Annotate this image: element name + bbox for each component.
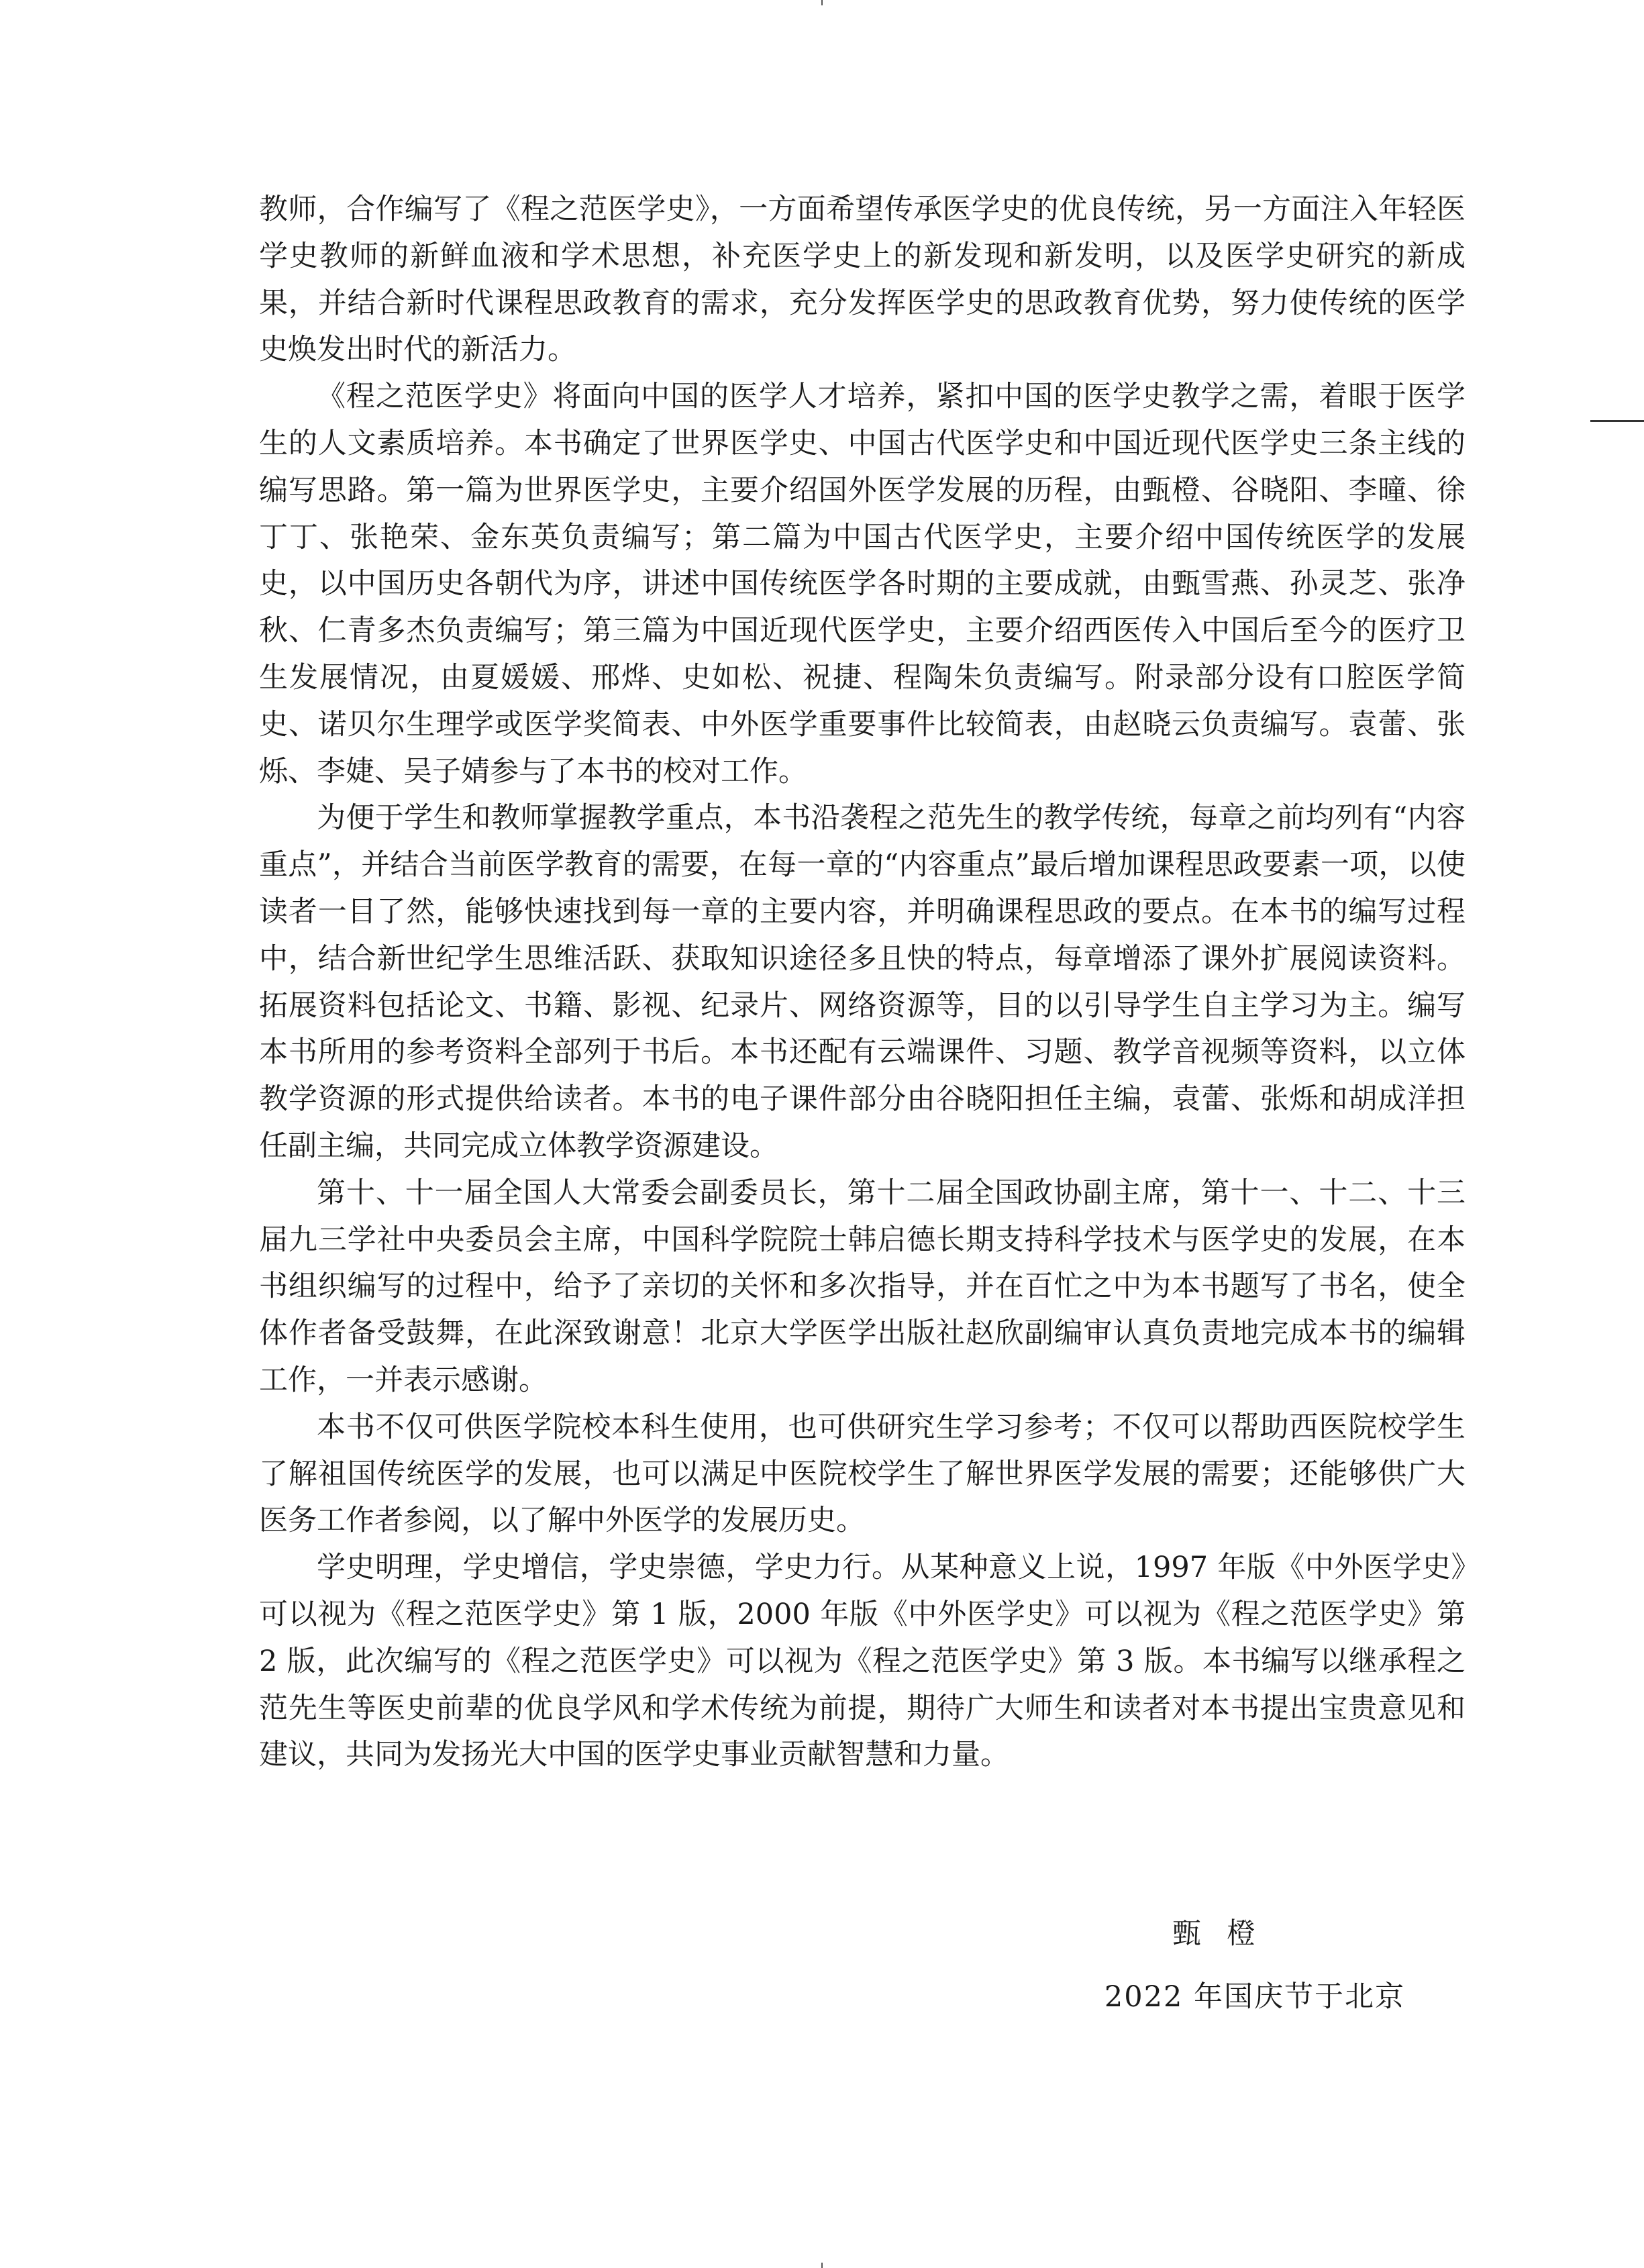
- crop-mark-bottom: [821, 2263, 823, 2268]
- signature-name: 甄橙: [1172, 1917, 1281, 1951]
- signature-date: 2022 年国庆节于北京: [1104, 1979, 1405, 2014]
- paragraph-6: 学史明理，学史增信，学史崇德，学史力行。从某种意义上说，1997 年版《中外医学史》可以视为《程之范医学史》第 1 版，2000 年版《中外医学史》可以视为《程之范医学史》第 2 版，此次编写的《程之范医学史》可以视为《程之范医学史》第 3 版。本书编写以继承程之范先生等医史前辈的优良学风和学术传统为前提，期待广大师生和读者对本书提出宝贵意见和建议，共同为发扬光大中国的医学史事业贡献智慧和力量。: [259, 1551, 1466, 1772]
- margin-mark: [1590, 420, 1644, 422]
- signature-block: [1104, 1916, 1405, 2016]
- paragraph-1: 教师，合作编写了《程之范医学史》，一方面希望传承医学史的优良传统，另一方面注入年轻医学史教师的新鲜血液和学术思想，补充医学史上的新发现和新发明，以及医学史研究的新成果，并结合新时代课程思政教育的需求，充分发挥医学史的思政教育优势，努力使传统的医学史焕发出时代的新活力。: [259, 193, 1466, 367]
- paragraph-4: 第十、十一届全国人大常委会副委员长，第十二届全国政协副主席，第十一、十二、十三届九三学社中央委员会主席，中国科学院院士韩启德长期支持科学技术与医学史的发展，在本书组织编写的过程中，给予了亲切的关怀和多次指导，并在百忙之中为本书题写了书名，使全体作者备受鼓舞，在此深致谢意！北京大学医学出版社赵欣副编审认真负责地完成本书的编辑工作，一并表示感谢。: [259, 1176, 1466, 1397]
- crop-mark-top: [821, 0, 823, 5]
- paragraph-3: 为便于学生和教师掌握教学重点，本书沿袭程之范先生的教学传统，每章之前均列有“内容重点”，并结合当前医学教育的需要，在每一章的“内容重点”最后增加课程思政要素一项，以使读者一目了然，能够快速找到每一章的主要内容，并明确课程思政的要点。在本书的编写过程中，结合新世纪学生思维活跃、获取知识途径多且快的特点，每章增添了课外扩展阅读资料。拓展资料包括论文、书籍、影视、纪录片、网络资源等，目的以引导学生自主学习为主。编写本书所用的参考资料全部列于书后。本书还配有云端课件、习题、教学音视频等资料，以立体教学资源的形式提供给读者。本书的电子课件部分由谷晓阳担任主编，袁蕾、张烁和胡成洋担任副主编，共同完成立体教学资源建设。: [259, 801, 1466, 1163]
- body-text: [259, 187, 1466, 1779]
- paragraph-2: 《程之范医学史》将面向中国的医学人才培养，紧扣中国的医学史教学之需，着眼于医学生的人文素质培养。本书确定了世界医学史、中国古代医学史和中国近现代医学史三条主线的编写思路。第一篇为世界医学史，主要介绍国外医学发展的历程，由甄橙、谷晓阳、李曈、徐丁丁、张艳荣、金东英负责编写；第二篇为中国古代医学史，主要介绍中国传统医学的发展史，以中国历史各朝代为序，讲述中国传统医学各时期的主要成就，由甄雪燕、孙灵芝、张净秋、仁青多杰负责编写；第三篇为中国近现代医学史，主要介绍西医传入中国后至今的医疗卫生发展情况，由夏媛媛、邢烨、史如松、祝捷、程陶朱负责编写。附录部分设有口腔医学简史、诺贝尔生理学或医学奖简表、中外医学重要事件比较简表，由赵晓云负责编写。袁蕾、张烁、李婕、吴子婧参与了本书的校对工作。: [259, 380, 1466, 788]
- paragraph-5: 本书不仅可供医学院校本科生使用，也可供研究生学习参考；不仅可以帮助西医院校学生了解祖国传统医学的发展，也可以满足中医院校学生了解世界医学发展的需要；还能够供广大医务工作者参阅，以了解中外医学的发展历史。: [259, 1410, 1466, 1538]
